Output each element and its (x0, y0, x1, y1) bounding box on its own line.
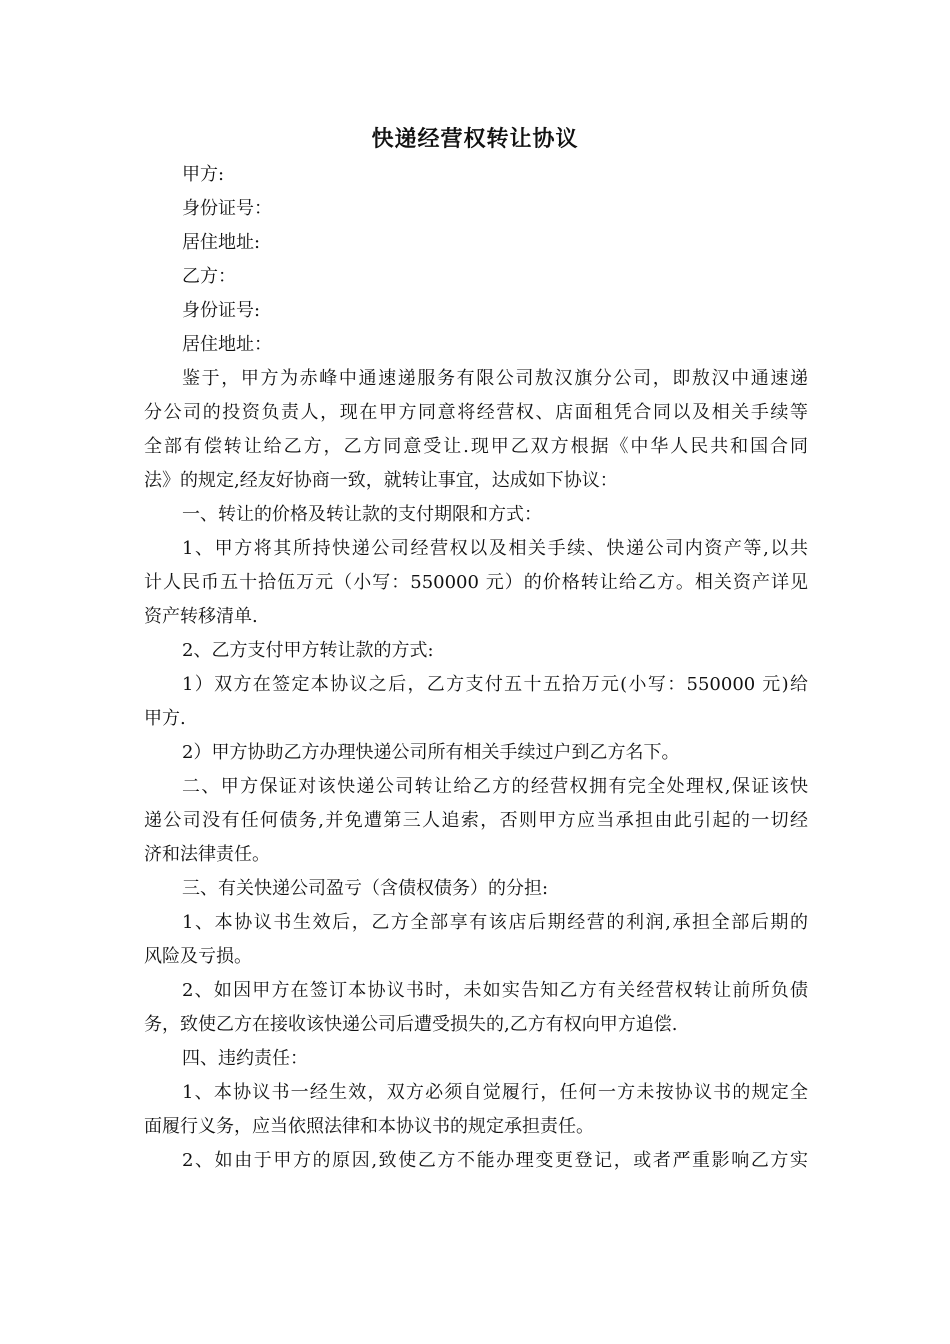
paragraph-line: 务，致使乙方在接收该快递公司后遭受损失的,乙方有权向甲方追偿. (144, 1014, 678, 1035)
party-b-label: 乙方： (182, 266, 236, 287)
paragraph-line: 1）双方在签定本协议之后，乙方支付五十五拾万元(小写：550000 元)给 (182, 674, 808, 695)
paragraph-line: 全部有偿转让给乙方，乙方同意受让.现甲乙双方根据《中华人民共和国合同 (144, 436, 808, 457)
party-a-label: 甲方: (182, 164, 225, 185)
paragraph-line: 递公司没有任何债务,并免遭第三人追索，否则甲方应当承担由此引起的一切经 (144, 810, 808, 831)
party-b-address-label: 居住地址： (182, 334, 272, 355)
paragraph-line: 2、乙方支付甲方转让款的方式: (182, 640, 434, 661)
document-body (144, 158, 808, 1178)
paragraph-line: 风险及亏损。 (144, 946, 252, 967)
document-title: 快递经营权转让协议 (371, 127, 579, 152)
paragraph-line: 1、甲方将其所持快递公司经营权以及相关手续、快递公司内资产等,以共 (182, 538, 808, 559)
paragraph-line: 济和法律责任。 (144, 844, 270, 865)
paragraph-line: 甲方. (144, 708, 186, 729)
party-a-address-label: 居住地址: (182, 232, 261, 253)
paragraph-line: 计人民币五十拾伍万元（小写：550000 元）的价格转让给乙方。相关资产详见 (144, 572, 808, 593)
paragraph-line: 分公司的投资负责人，现在甲方同意将经营权、店面租凭合同以及相关手续等 (144, 402, 808, 423)
paragraph-line: 1、本协议书生效后，乙方全部享有该店后期经营的利润,承担全部后期的 (182, 912, 808, 933)
section-heading: 四、违约责任： (182, 1048, 308, 1069)
section-heading: 二、甲方保证对该快递公司转让给乙方的经营权拥有完全处理权,保证该快 (182, 776, 808, 797)
paragraph-line: 资产转移清单. (144, 606, 258, 627)
paragraph-line: 法》的规定,经友好协商一致，就转让事宜，达成如下协议： (144, 470, 618, 491)
paragraph-line: 1、本协议书一经生效，双方必须自觉履行，任何一方未按协议书的规定全 (182, 1082, 808, 1103)
paragraph-line: 面履行义务，应当依照法律和本协议书的规定承担责任。 (144, 1116, 594, 1137)
section-heading: 一、转让的价格及转让款的支付期限和方式： (182, 504, 542, 525)
paragraph-line: 2）甲方协助乙方办理快递公司所有相关手续过户到乙方名下。 (182, 742, 680, 763)
party-a-id-label: 身份证号： (182, 198, 272, 219)
party-b-id-label: 身份证号: (182, 300, 261, 321)
paragraph-line: 2、如由于甲方的原因,致使乙方不能办理变更登记，或者严重影响乙方实 (182, 1150, 808, 1171)
section-heading: 三、有关快递公司盈亏（含债权债务）的分担: (182, 878, 549, 899)
paragraph-line: 2、如因甲方在签订本协议书时，未如实告知乙方有关经营权转让前所负债 (182, 980, 808, 1001)
paragraph-line: 鉴于，甲方为赤峰中通速递服务有限公司敖汉旗分公司，即敖汉中通速递 (182, 368, 808, 389)
